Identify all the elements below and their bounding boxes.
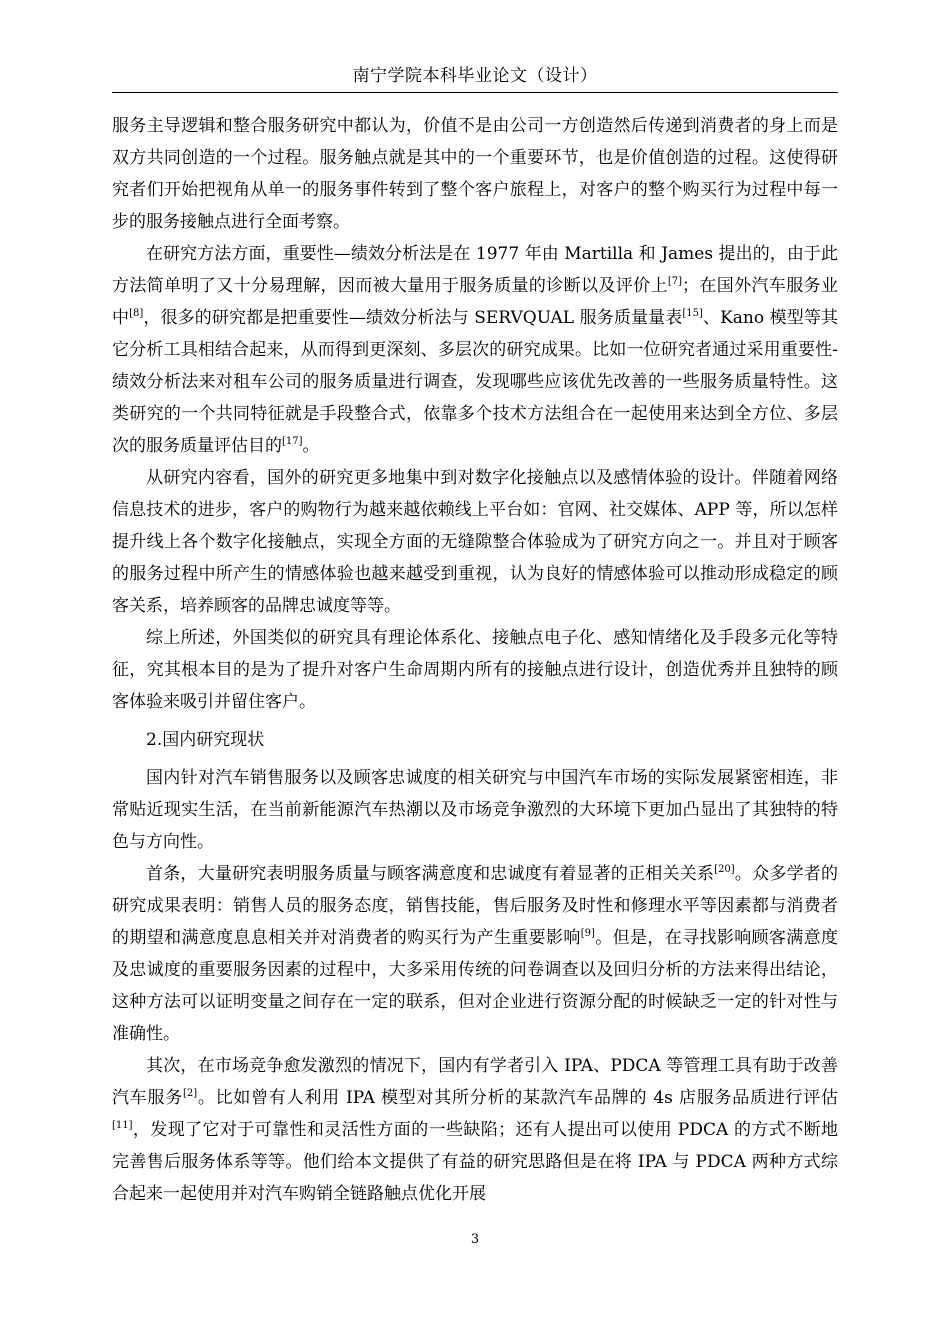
paragraph-text: ；在国外汽车服务业中 <box>112 276 839 328</box>
paragraph-text: 在研究方法方面，重要性—绩效分析法是在 1977 年由 Martilla 和 James 提出的，由于此方法简单明了又十分易理解，因而被大量用于服务质量的诊断以及评价上 <box>112 244 838 296</box>
citation-ref: [20] <box>714 864 735 875</box>
paragraph <box>112 762 838 858</box>
citation-ref: [8] <box>129 308 144 319</box>
paragraph-text: ，很多的研究都是把重要性—绩效分析法与 SERVQUAL 服务质量量表 <box>143 308 683 328</box>
paragraph <box>112 1050 838 1210</box>
paragraph-text: 其次，在市场竞争愈发激烈的情况下，国内有学者引入 IPA、PDCA 等管理工具有助于改善汽车服务 <box>112 1056 838 1108</box>
paragraph-text: 。但是，在寻找影响顾客满意度及忠诚度的重要服务因素的过程中，大多采用传统的问卷调查以及回归分析的方法来得出结论，这种方法可以证明变量之间存在一定的联系，但对企业进行资源分配的时候缺乏一定的针对性与准确性。 <box>112 928 839 1044</box>
paragraph-text: 、Kano 模型等其它分析工具相结合起来，从而得到更深刻、多层次的研究成果。比如一位研究者通过采用重要性-绩效分析法来对租车公司的服务质量进行调查，发现哪些应该优先改善的一些服务质量特性。这类研究的一个共同特征就是手段整合式，依靠多个技术方法组合在一起使用来达到全方位、多层次的服务质量评估目的 <box>112 308 838 456</box>
paragraph <box>112 110 838 238</box>
running-header: 南宁学院本科毕业论文（设计） <box>352 66 598 86</box>
citation-ref: [9] <box>580 928 595 939</box>
header-rule <box>112 92 838 93</box>
paragraph-text: 首条，大量研究表明服务质量与顾客满意度和忠诚度有着显著的正相关关系 <box>146 864 715 884</box>
section-heading: 2.国内研究现状 <box>146 730 265 750</box>
paragraph <box>112 462 838 622</box>
citation-ref: [15] <box>682 308 703 319</box>
paragraph-text: ，发现了它对于可靠性和灵活性方面的一些缺陷；还有人提出可以使用 PDCA 的方式不断地完善售后服务体系等等。他们给本文提供了有益的研究思路但是在将 IPA 与 PDCA 两种方式综合起来一起使用并对汽车购销全链路触点优化开展 <box>112 1120 838 1204</box>
citation-ref: [7] <box>667 276 683 287</box>
body-text <box>112 110 838 1210</box>
paragraph-text: 。众多学者的研究成果表明：销售人员的服务态度，销售技能，售后服务及时性和修理水平等因素都与消费者的期望和满意度息息相关并对消费者的购买行为产生重要影响 <box>112 864 839 948</box>
paragraph-text: 服务主导逻辑和整合服务研究中都认为，价值不是由公司一方创造然后传递到消费者的身上而是双方共同创造的一个过程。服务触点就是其中的一个重要环节，也是价值创造的过程。这使得研究者们开始把视角从单一的服务事件转到了整个客户旅程上，对客户的整个购买行为过程中每一步的服务接触点进行全面考察。 <box>112 116 838 232</box>
paragraph-text: 。比如曾有人利用 IPA 模型对其所分析的某款汽车品牌的 4s 店服务品质进行评估 <box>197 1088 838 1108</box>
paragraph-group-foreign <box>112 110 838 718</box>
citation-ref: [2] <box>182 1088 198 1099</box>
paragraph-text: 综上所述，外国类似的研究具有理论体系化、接触点电子化、感知情绪化及手段多元化等特征，究其根本目的是为了提升对客户生命周期内所有的接触点进行设计，创造优秀并且独特的顾客体验来吸引并留住客户。 <box>112 628 838 712</box>
paragraph <box>112 238 838 462</box>
paragraph-group-domestic <box>112 762 838 1210</box>
citation-ref: [11] <box>112 1120 133 1131</box>
paragraph-text: 。 <box>302 436 320 456</box>
paragraph-text: 从研究内容看，国外的研究更多地集中到对数字化接触点以及感情体验的设计。伴随着网络信息技术的进步，客户的购物行为越来越依赖线上平台如：官网、社交媒体、APP 等，所以怎样提升线上各个数字化接触点，实现全方面的无缝隙整合体验成为了研究方向之一。并且对于顾客的服务过程中所产生的情感体验也越来越受到重视，认为良好的情感体验可以推动形成稳定的顾客关系，培养顾客的品牌忠诚度等等。 <box>112 468 838 616</box>
citation-ref: [17] <box>282 436 303 447</box>
paragraph-text: 国内针对汽车销售服务以及顾客忠诚度的相关研究与中国汽车市场的实际发展紧密相连，非常贴近现实生活，在当前新能源汽车热潮以及市场竞争激烈的大环境下更加凸显出了其独特的特色与方向性。 <box>112 768 838 852</box>
page-number: 3 <box>470 1232 480 1247</box>
paragraph <box>112 622 838 718</box>
paragraph <box>112 858 838 1050</box>
